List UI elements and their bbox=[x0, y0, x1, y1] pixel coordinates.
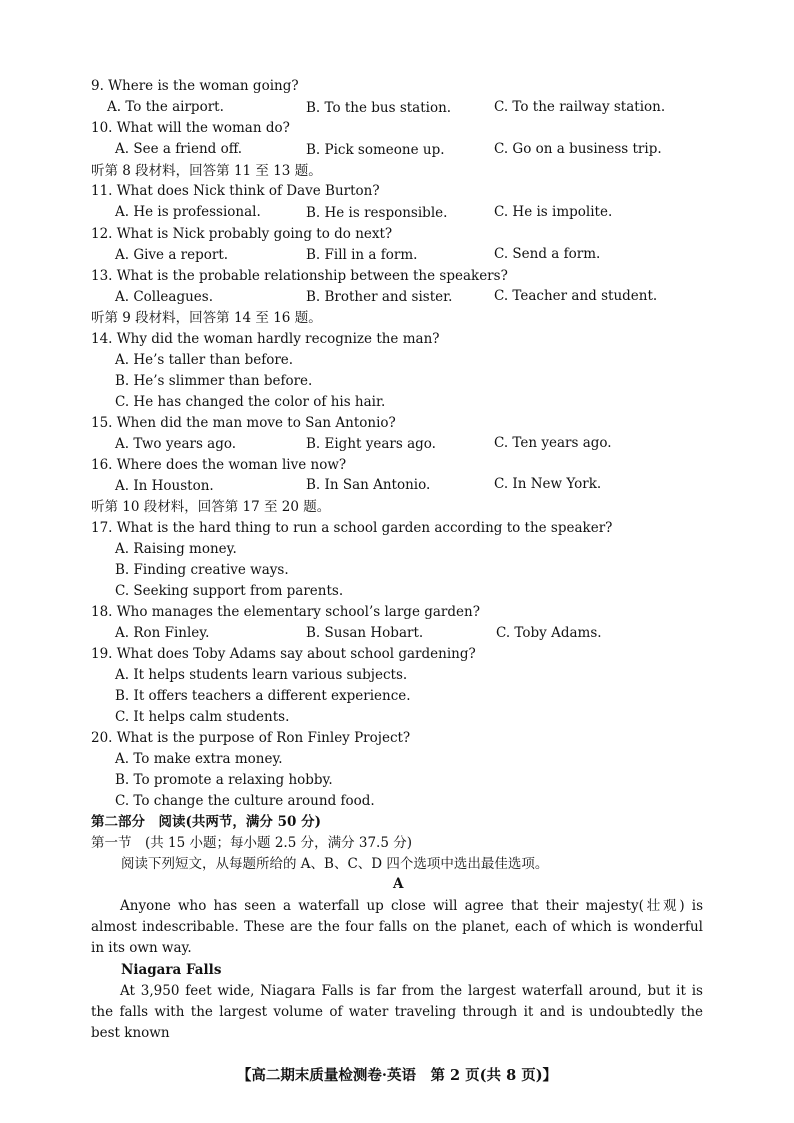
option-b: B. Brother and sister. bbox=[306, 289, 453, 305]
option-c: C. He has changed the color of his hair. bbox=[115, 394, 386, 410]
question-stem: 11. What does Nick think of Dave Burton? bbox=[91, 183, 380, 199]
question-stem: 17. What is the hard thing to run a school garden according to the speaker? bbox=[91, 520, 613, 536]
option-c: C. To the railway station. bbox=[494, 99, 666, 115]
option-b: B. It offers teachers a different experience. bbox=[115, 688, 411, 704]
question-stem: 10. What will the woman do? bbox=[91, 120, 290, 136]
option-a: A. To the airport. bbox=[107, 99, 224, 115]
option-b: B. He’s slimmer than before. bbox=[115, 373, 313, 389]
option-a: A. He is professional. bbox=[115, 204, 261, 220]
option-a: A. To make extra money. bbox=[115, 751, 283, 767]
question-stem: 14. Why did the woman hardly recognize the man? bbox=[91, 331, 440, 347]
question-stem: 9. Where is the woman going? bbox=[91, 78, 299, 94]
passage-label: A bbox=[393, 876, 404, 892]
option-b: B. Susan Hobart. bbox=[306, 625, 424, 641]
option-c: C. Teacher and student. bbox=[494, 288, 658, 304]
option-b: B. He is responsible. bbox=[306, 205, 448, 221]
option-c: C. Toby Adams. bbox=[496, 625, 602, 641]
passage-paragraph: Anyone who has seen a waterfall up close will agree that their majesty(壮观) is almost indescribable. These are the four falls on the planet, each of which is wonderful in its own way. bbox=[91, 898, 703, 956]
option-a: A. Ron Finley. bbox=[115, 625, 210, 641]
option-c: C. Send a form. bbox=[494, 246, 601, 262]
option-c: C. He is impolite. bbox=[494, 204, 613, 220]
option-c: C. Ten years ago. bbox=[494, 435, 612, 451]
option-b: B. Pick someone up. bbox=[306, 142, 445, 158]
option-c: C. Seeking support from parents. bbox=[115, 583, 344, 599]
question-stem: 16. Where does the woman live now? bbox=[91, 457, 347, 473]
passage-paragraph: At 3,950 feet wide, Niagara Falls is far from the largest waterfall around, but it is the falls with the largest volume of water traveling through it and is undoubtedly the best known bbox=[91, 983, 703, 1041]
option-c: C. It helps calm students. bbox=[115, 709, 290, 725]
question-stem: 19. What does Toby Adams say about school gardening? bbox=[91, 646, 476, 662]
option-c: C. In New York. bbox=[494, 476, 602, 492]
option-a: A. Raising money. bbox=[115, 541, 237, 557]
section-instruction: 听第 8 段材料，回答第 11 至 13 题。 bbox=[91, 163, 322, 179]
section-instruction: 听第 9 段材料，回答第 14 至 16 题。 bbox=[91, 310, 322, 326]
option-c: C. To change the culture around food. bbox=[115, 793, 375, 809]
question-stem: 18. Who manages the elementary school’s large garden? bbox=[91, 604, 480, 620]
question-stem: 13. What is the probable relationship between the speakers? bbox=[91, 268, 508, 284]
option-a: A. It helps students learn various subjects. bbox=[115, 667, 408, 683]
option-b: B. Eight years ago. bbox=[306, 436, 436, 452]
option-a: A. Colleagues. bbox=[115, 289, 214, 305]
question-stem: 12. What is Nick probably going to do next? bbox=[91, 226, 393, 242]
section-heading: 第一节 (共 15 小题；每小题 2.5 分，满分 37.5 分) bbox=[91, 835, 412, 851]
page-footer: 【高二期末质量检测卷·英语 第 2 页(共 8 页)】 bbox=[236, 1067, 558, 1084]
question-stem: 15. When did the man move to San Antonio? bbox=[91, 415, 396, 431]
section-instruction: 听第 10 段材料，回答第 17 至 20 题。 bbox=[91, 499, 331, 515]
option-a: A. See a friend off. bbox=[115, 141, 243, 157]
option-c: C. Go on a business trip. bbox=[494, 141, 662, 157]
question-stem: 20. What is the purpose of Ron Finley Project? bbox=[91, 730, 411, 746]
option-b: B. Finding creative ways. bbox=[115, 562, 289, 578]
option-b: B. To promote a relaxing hobby. bbox=[115, 772, 333, 788]
option-b: B. To the bus station. bbox=[306, 100, 452, 116]
part-heading: 第二部分 阅读(共两节，满分 50 分) bbox=[91, 814, 321, 830]
passage-subheading: Niagara Falls bbox=[121, 962, 222, 978]
reading-instruction: 阅读下列短文，从每题所给的 A、B、C、D 四个选项中选出最佳选项。 bbox=[121, 856, 549, 872]
option-a: A. Two years ago. bbox=[115, 436, 237, 452]
option-b: B. Fill in a form. bbox=[306, 247, 418, 263]
option-a: A. In Houston. bbox=[115, 478, 214, 494]
option-a: A. He’s taller than before. bbox=[115, 352, 294, 368]
option-b: B. In San Antonio. bbox=[306, 477, 431, 493]
option-a: A. Give a report. bbox=[115, 247, 229, 263]
